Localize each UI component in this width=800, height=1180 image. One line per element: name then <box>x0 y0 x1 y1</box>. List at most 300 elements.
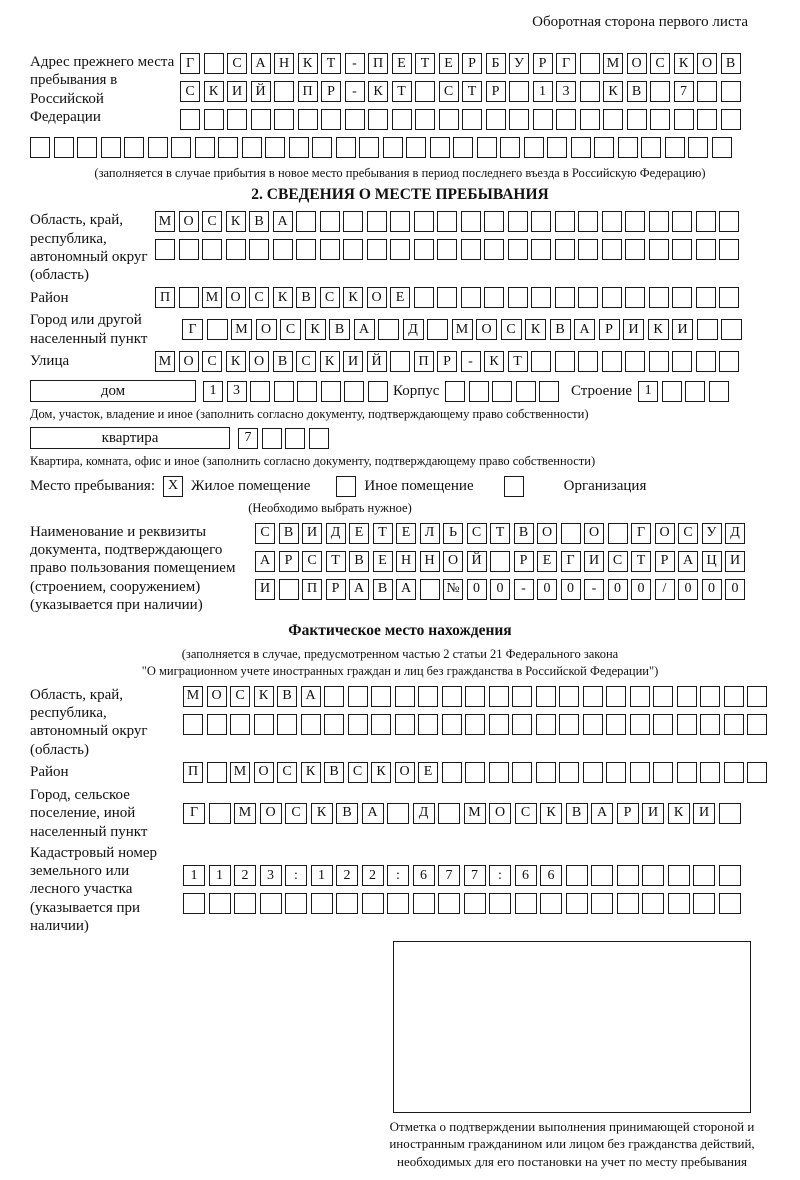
char-cell <box>296 239 316 260</box>
char-cell <box>207 319 228 340</box>
char-cell: Й <box>367 351 387 372</box>
char-cell <box>591 893 613 914</box>
char-cell <box>721 109 741 130</box>
char-cell <box>747 762 767 783</box>
char-cell: В <box>336 803 358 824</box>
char-cell: Н <box>396 551 416 572</box>
char-cell <box>387 893 409 914</box>
char-cell <box>536 762 556 783</box>
char-cell <box>606 762 626 783</box>
char-cell <box>566 893 588 914</box>
document-label: Наименование и реквизиты документа, подтверждающего право пользования помещением (строением, сооружением) (указывается при наличии) <box>30 523 236 613</box>
char-cell: К <box>668 803 690 824</box>
char-cell <box>602 239 622 260</box>
char-cell <box>343 211 363 232</box>
char-cell: 7 <box>464 865 486 886</box>
char-cell <box>461 211 481 232</box>
region-row-2[interactable] <box>155 239 743 260</box>
stroenie-cells[interactable] <box>638 381 732 402</box>
char-cell: 0 <box>725 579 745 600</box>
confirmation-note: Отметка о подтверждении выполнения принимающей стороной и иностранным гражданином или лицом без гражданства действий, необходимых для его постановки на учет по месту пребывания <box>389 1119 755 1169</box>
char-cell: О <box>207 686 227 707</box>
char-cell: В <box>566 803 588 824</box>
actual-region-rows <box>183 686 771 735</box>
char-cell: Е <box>418 762 438 783</box>
char-cell <box>484 239 504 260</box>
char-cell: Т <box>508 351 528 372</box>
char-cell: И <box>227 81 247 102</box>
char-cell: Р <box>321 81 341 102</box>
char-cell <box>578 351 598 372</box>
char-cell: И <box>255 579 275 600</box>
char-cell: К <box>226 351 246 372</box>
char-cell <box>649 351 669 372</box>
char-cell: К <box>320 351 340 372</box>
cadastral-row-1[interactable] <box>183 865 744 886</box>
char-cell: В <box>277 686 297 707</box>
char-cell <box>672 211 692 232</box>
document-row-1[interactable] <box>255 523 749 544</box>
apartment-row <box>30 427 770 449</box>
char-cell: Ь <box>443 523 463 544</box>
actual-region-row-2[interactable] <box>183 714 771 735</box>
char-cell <box>262 428 282 449</box>
char-cell: Р <box>326 579 346 600</box>
char-cell <box>724 714 744 735</box>
actual-region-row-1[interactable] <box>183 686 771 707</box>
char-cell: 3 <box>556 81 576 102</box>
char-cell <box>642 865 664 886</box>
char-cell: Е <box>439 53 459 74</box>
char-cell: Е <box>392 53 412 74</box>
char-cell <box>630 714 650 735</box>
char-cell: К <box>301 762 321 783</box>
cadastral-label: Кадастровый номер земельного или лесного участка (указывается при наличии) <box>30 844 157 935</box>
char-cell: В <box>329 319 350 340</box>
stay-type-checkbox-other[interactable] <box>336 476 356 497</box>
char-cell: - <box>345 81 365 102</box>
char-cell: В <box>249 211 269 232</box>
char-cell <box>285 428 305 449</box>
char-cell <box>721 81 741 102</box>
char-cell <box>700 686 720 707</box>
char-cell <box>509 81 529 102</box>
region-block <box>30 211 770 284</box>
char-cell <box>533 109 553 130</box>
apartment-cells[interactable] <box>238 428 332 449</box>
char-cell <box>309 428 329 449</box>
char-cell <box>442 686 462 707</box>
char-cell <box>625 351 645 372</box>
char-cell <box>591 865 613 886</box>
char-cell <box>392 109 412 130</box>
char-cell <box>566 865 588 886</box>
char-cell: О <box>627 53 647 74</box>
char-cell <box>336 137 356 158</box>
char-cell <box>490 551 510 572</box>
char-cell <box>321 109 341 130</box>
char-cell: О <box>249 351 269 372</box>
char-cell <box>627 109 647 130</box>
char-cell: 0 <box>678 579 698 600</box>
char-cell: 0 <box>702 579 722 600</box>
char-cell: К <box>343 287 363 308</box>
char-cell <box>559 714 579 735</box>
char-cell <box>378 319 399 340</box>
char-cell: В <box>349 551 369 572</box>
char-cell: 1 <box>183 865 205 886</box>
char-cell <box>697 81 717 102</box>
char-cell <box>301 714 321 735</box>
char-cell <box>461 287 481 308</box>
char-cell <box>367 211 387 232</box>
char-cell: Г <box>183 803 205 824</box>
char-cell: В <box>627 81 647 102</box>
char-cell: М <box>603 53 623 74</box>
char-cell <box>512 686 532 707</box>
stay-type-row <box>30 476 770 497</box>
actual-city-row[interactable] <box>183 803 744 824</box>
char-cell <box>630 762 650 783</box>
char-cell: 6 <box>413 865 435 886</box>
char-cell <box>297 381 317 402</box>
char-cell: Г <box>556 53 576 74</box>
char-cell: В <box>324 762 344 783</box>
char-cell: 6 <box>515 865 537 886</box>
char-cell <box>693 893 715 914</box>
char-cell <box>536 686 556 707</box>
document-row-2[interactable] <box>255 551 749 572</box>
char-cell <box>650 109 670 130</box>
char-cell <box>324 714 344 735</box>
char-cell <box>250 381 270 402</box>
char-cell <box>183 893 205 914</box>
char-cell <box>218 137 238 158</box>
char-cell <box>536 714 556 735</box>
char-cell <box>273 239 293 260</box>
char-cell <box>390 239 410 260</box>
char-cell: О <box>254 762 274 783</box>
char-cell <box>179 287 199 308</box>
char-cell <box>508 211 528 232</box>
char-cell <box>578 211 598 232</box>
char-cell: А <box>591 803 613 824</box>
apartment-type-box[interactable]: квартира <box>30 427 230 449</box>
city-row[interactable] <box>182 319 746 340</box>
confirmation-stamp-box <box>393 941 751 1113</box>
char-cell: 7 <box>674 81 694 102</box>
actual-region-block <box>30 686 770 759</box>
char-cell <box>390 351 410 372</box>
char-cell <box>442 762 462 783</box>
char-cell <box>484 287 504 308</box>
char-cell <box>155 239 175 260</box>
char-cell: П <box>155 287 175 308</box>
char-cell <box>274 381 294 402</box>
char-cell: И <box>302 523 322 544</box>
char-cell <box>500 137 520 158</box>
page-header: Оборотная сторона первого листа <box>532 14 748 30</box>
char-cell <box>312 137 332 158</box>
char-cell: В <box>273 351 293 372</box>
char-cell: К <box>368 81 388 102</box>
char-cell <box>321 381 341 402</box>
house-note: Дом, участок, владение и иное (заполнить согласно документу, подтверждающему право собственности) <box>30 407 589 422</box>
char-cell: 1 <box>209 865 231 886</box>
actual-city-block <box>30 786 770 841</box>
char-cell <box>251 109 271 130</box>
char-cell: Е <box>349 523 369 544</box>
char-cell <box>124 137 144 158</box>
char-cell <box>77 137 97 158</box>
char-cell: У <box>702 523 722 544</box>
char-cell <box>625 211 645 232</box>
char-cell <box>489 762 509 783</box>
char-cell: С <box>230 686 250 707</box>
char-cell <box>320 211 340 232</box>
char-cell: Д <box>326 523 346 544</box>
char-cell <box>371 686 391 707</box>
char-cell: С <box>348 762 368 783</box>
char-cell <box>462 109 482 130</box>
char-cell: Д <box>403 319 424 340</box>
char-cell <box>195 137 215 158</box>
prev-address-row-1[interactable] <box>180 53 744 74</box>
stay-type-checkbox-residential[interactable]: X <box>163 476 183 497</box>
char-cell <box>324 686 344 707</box>
char-cell <box>653 714 673 735</box>
char-cell <box>700 714 720 735</box>
street-label: Улица <box>30 353 70 370</box>
char-cell: 2 <box>362 865 384 886</box>
char-cell <box>700 762 720 783</box>
actual-location-title: Фактическое место нахождения <box>288 622 512 640</box>
region-label: Область, край, республика, автономный округ (область) <box>30 212 148 284</box>
char-cell <box>688 137 708 158</box>
char-cell: : <box>285 865 307 886</box>
char-cell: О <box>537 523 557 544</box>
prev-address-row-4[interactable] <box>30 137 770 158</box>
char-cell: К <box>305 319 326 340</box>
char-cell <box>179 239 199 260</box>
char-cell <box>747 686 767 707</box>
char-cell <box>555 239 575 260</box>
char-cell <box>724 762 744 783</box>
prev-address-label: Адрес прежнего места пребывания в Российской Федерации <box>30 54 175 125</box>
char-cell: Г <box>631 523 651 544</box>
char-cell: - <box>461 351 481 372</box>
char-cell: И <box>584 551 604 572</box>
char-cell <box>345 109 365 130</box>
char-cell: Р <box>279 551 299 572</box>
char-cell <box>464 893 486 914</box>
char-cell <box>512 714 532 735</box>
char-cell: О <box>179 211 199 232</box>
char-cell: Т <box>462 81 482 102</box>
prev-address-row-3[interactable] <box>180 109 744 130</box>
char-cell: Е <box>390 287 410 308</box>
char-cell <box>418 714 438 735</box>
char-cell: О <box>395 762 415 783</box>
cadastral-row-2[interactable] <box>183 893 744 914</box>
prev-address-rows <box>180 53 744 130</box>
char-cell <box>367 239 387 260</box>
char-cell <box>696 351 716 372</box>
char-cell: М <box>155 351 175 372</box>
city-label: Город или другой населенный пункт <box>30 312 148 347</box>
stay-type-option-organization-label: Организация <box>563 477 647 494</box>
char-cell <box>289 137 309 158</box>
char-cell: Р <box>617 803 639 824</box>
char-cell: С <box>650 53 670 74</box>
char-cell: К <box>311 803 333 824</box>
cadastral-rows <box>183 865 744 914</box>
char-cell <box>277 714 297 735</box>
char-cell <box>395 686 415 707</box>
char-cell: А <box>255 551 275 572</box>
char-cell <box>617 865 639 886</box>
char-cell <box>234 893 256 914</box>
char-cell <box>693 865 715 886</box>
char-cell <box>274 109 294 130</box>
char-cell: Е <box>373 551 393 572</box>
char-cell <box>561 523 581 544</box>
house-row <box>30 380 770 402</box>
stay-type-option-other-label: Иное помещение <box>364 477 474 494</box>
char-cell: 3 <box>260 865 282 886</box>
char-cell: И <box>672 319 693 340</box>
char-cell: С <box>320 287 340 308</box>
char-cell <box>649 239 669 260</box>
char-cell <box>556 109 576 130</box>
house-number-cells[interactable] <box>203 381 391 402</box>
char-cell <box>719 351 739 372</box>
char-cell: О <box>179 351 199 372</box>
char-cell <box>583 714 603 735</box>
char-cell <box>465 686 485 707</box>
char-cell <box>207 714 227 735</box>
char-cell: Р <box>462 53 482 74</box>
document-block <box>30 523 770 614</box>
char-cell: К <box>525 319 546 340</box>
char-cell: 0 <box>608 579 628 600</box>
char-cell: О <box>489 803 511 824</box>
char-cell: К <box>674 53 694 74</box>
prev-address-row-2[interactable] <box>180 81 744 102</box>
street-row[interactable] <box>155 351 743 372</box>
char-cell: А <box>362 803 384 824</box>
char-cell: Т <box>415 53 435 74</box>
char-cell: 1 <box>638 381 658 402</box>
char-cell: Т <box>392 81 412 102</box>
char-cell: С <box>439 81 459 102</box>
char-cell: Л <box>420 523 440 544</box>
char-cell: П <box>298 81 318 102</box>
region-row-1[interactable] <box>155 211 743 232</box>
char-cell: С <box>280 319 301 340</box>
char-cell <box>571 137 591 158</box>
char-cell <box>697 319 718 340</box>
char-cell <box>183 714 203 735</box>
char-cell: 1 <box>203 381 223 402</box>
actual-district-row[interactable] <box>183 762 771 783</box>
char-cell: А <box>574 319 595 340</box>
char-cell: - <box>345 53 365 74</box>
char-cell <box>697 109 717 130</box>
char-cell: 3 <box>227 381 247 402</box>
char-cell: С <box>285 803 307 824</box>
char-cell <box>477 137 497 158</box>
char-cell <box>531 211 551 232</box>
char-cell: В <box>296 287 316 308</box>
char-cell: Н <box>420 551 440 572</box>
char-cell <box>509 109 529 130</box>
char-cell: П <box>414 351 434 372</box>
char-cell <box>344 381 364 402</box>
char-cell: К <box>484 351 504 372</box>
char-cell <box>489 714 509 735</box>
korpus-cells[interactable] <box>445 381 563 402</box>
korpus-label: Корпус <box>393 382 440 399</box>
char-cell: 2 <box>234 865 256 886</box>
actual-location-note-2: "О миграционном учете иностранных граждан и лиц без гражданства в Российской Федерации") <box>141 663 659 678</box>
char-cell: С <box>678 523 698 544</box>
char-cell <box>721 319 742 340</box>
char-cell <box>414 211 434 232</box>
char-cell: Е <box>537 551 557 572</box>
char-cell <box>719 865 741 886</box>
stay-type-option-residential-label: Жилое помещение <box>191 477 311 494</box>
char-cell: О <box>443 551 463 572</box>
stay-type-label: Место пребывания: <box>30 477 155 494</box>
char-cell <box>362 893 384 914</box>
char-cell <box>202 239 222 260</box>
char-cell: А <box>301 686 321 707</box>
stay-type-note: (Необходимо выбрать нужное) <box>248 500 412 515</box>
char-cell: Р <box>533 53 553 74</box>
apartment-note: Квартира, комната, офис и иное (заполнить согласно документу, подтверждающему право собственности) <box>30 454 596 469</box>
char-cell: К <box>648 319 669 340</box>
char-cell <box>685 381 705 402</box>
stay-type-checkbox-organization[interactable] <box>504 476 524 497</box>
char-cell <box>387 803 409 824</box>
char-cell <box>540 893 562 914</box>
char-cell: Й <box>251 81 271 102</box>
char-cell <box>368 381 388 402</box>
char-cell: Т <box>631 551 651 572</box>
district-row[interactable] <box>155 287 743 308</box>
char-cell <box>489 893 511 914</box>
document-row-3[interactable] <box>255 579 749 600</box>
char-cell: М <box>231 319 252 340</box>
char-cell <box>285 893 307 914</box>
char-cell <box>437 239 457 260</box>
char-cell: 1 <box>311 865 333 886</box>
char-cell <box>602 211 622 232</box>
char-cell <box>368 109 388 130</box>
char-cell: В <box>514 523 534 544</box>
char-cell <box>650 81 670 102</box>
char-cell <box>709 381 729 402</box>
char-cell: Е <box>396 523 416 544</box>
char-cell: С <box>255 523 275 544</box>
char-cell <box>180 109 200 130</box>
house-type-box[interactable]: дом <box>30 380 196 402</box>
char-cell: С <box>608 551 628 572</box>
char-cell: М <box>234 803 256 824</box>
char-cell <box>696 211 716 232</box>
char-cell <box>719 239 739 260</box>
